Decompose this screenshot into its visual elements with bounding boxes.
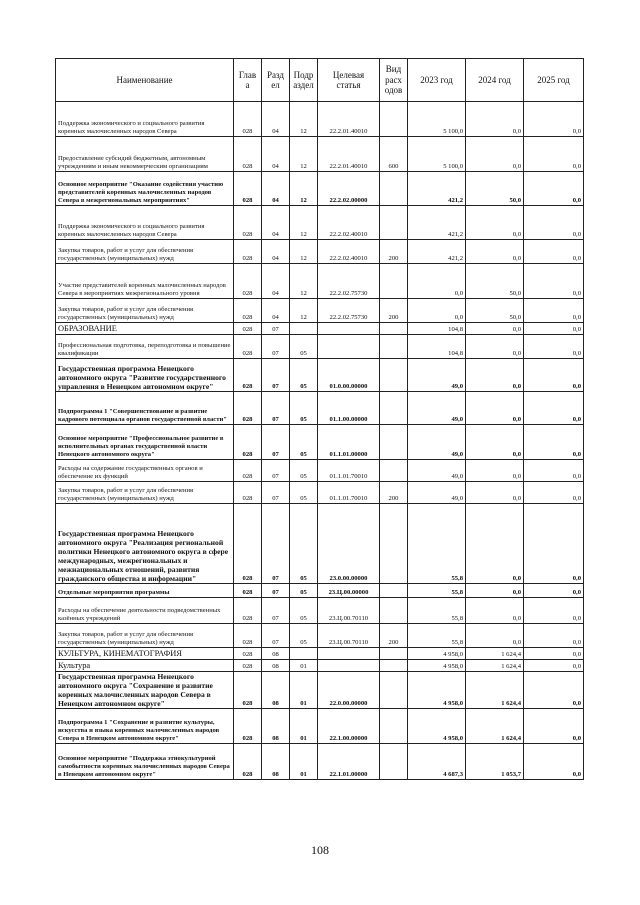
cell-y2024: 1 053,7 bbox=[466, 744, 524, 780]
cell-razdel: 08 bbox=[262, 672, 290, 709]
cell-name: КУЛЬТУРА, КИНЕМАТОГРАФИЯ bbox=[56, 648, 234, 660]
header-2024: 2024 год bbox=[466, 59, 524, 102]
cell-vid: 200 bbox=[380, 482, 408, 504]
cell-glava: 028 bbox=[234, 660, 262, 672]
cell-vid bbox=[380, 584, 408, 598]
table-row bbox=[56, 598, 584, 624]
cell-y2025: 0,0 bbox=[524, 504, 584, 584]
cell-podrazdel: 05 bbox=[290, 335, 318, 359]
table-row bbox=[56, 323, 584, 335]
cell-y2024: 1 624,4 bbox=[466, 709, 524, 744]
cell-y2025: 0,0 bbox=[524, 744, 584, 780]
cell-razdel: 08 bbox=[262, 648, 290, 660]
cell-razdel: 08 bbox=[262, 660, 290, 672]
table-row bbox=[56, 744, 584, 780]
cell-vid bbox=[380, 504, 408, 584]
cell-vid bbox=[380, 102, 408, 137]
cell-vid bbox=[380, 323, 408, 335]
cell-y2025: 0,0 bbox=[524, 137, 584, 172]
cell-y2023: 421,2 bbox=[408, 172, 466, 206]
cell-y2024: 1 624,4 bbox=[466, 672, 524, 709]
table-row bbox=[56, 299, 584, 323]
cell-razdel: 08 bbox=[262, 744, 290, 780]
cell-y2024: 0,0 bbox=[466, 102, 524, 137]
table-row bbox=[56, 335, 584, 359]
table-row bbox=[56, 648, 584, 660]
cell-target: 22.2.02.40010 bbox=[318, 240, 380, 264]
cell-name: Поддержка экономического и социального развития коренных малочисленных народов Севера bbox=[56, 206, 234, 240]
cell-glava: 028 bbox=[234, 598, 262, 624]
cell-y2023: 421,2 bbox=[408, 206, 466, 240]
cell-name: Закупка товаров, работ и услуг для обеспечения государственных (муниципальных) нужд bbox=[56, 624, 234, 648]
cell-razdel: 04 bbox=[262, 264, 290, 299]
cell-podrazdel: 01 bbox=[290, 709, 318, 744]
table-row bbox=[56, 240, 584, 264]
cell-y2024: 0,0 bbox=[466, 359, 524, 392]
table-row bbox=[56, 359, 584, 392]
cell-y2025: 0,0 bbox=[524, 299, 584, 323]
cell-glava: 028 bbox=[234, 584, 262, 598]
cell-y2024: 0,0 bbox=[466, 460, 524, 482]
cell-target: 23.Ц.00.00000 bbox=[318, 584, 380, 598]
cell-podrazdel: 12 bbox=[290, 172, 318, 206]
cell-podrazdel: 05 bbox=[290, 359, 318, 392]
cell-vid bbox=[380, 672, 408, 709]
cell-y2023: 55,8 bbox=[408, 504, 466, 584]
cell-target: 01.1.01.70010 bbox=[318, 460, 380, 482]
cell-vid bbox=[380, 709, 408, 744]
cell-y2023: 104,8 bbox=[408, 335, 466, 359]
header-glava: Глав а bbox=[234, 59, 262, 102]
cell-y2025: 0,0 bbox=[524, 359, 584, 392]
cell-y2023: 4 958,0 bbox=[408, 660, 466, 672]
cell-vid bbox=[380, 425, 408, 460]
table-row bbox=[56, 709, 584, 744]
cell-glava: 028 bbox=[234, 672, 262, 709]
cell-y2024: 0,0 bbox=[466, 584, 524, 598]
cell-podrazdel: 12 bbox=[290, 299, 318, 323]
cell-name: Расходы на обеспечение деятельности подведомственных казённых учреждений bbox=[56, 598, 234, 624]
page-number: 108 bbox=[311, 843, 329, 857]
cell-y2024: 0,0 bbox=[466, 335, 524, 359]
cell-y2025: 0,0 bbox=[524, 172, 584, 206]
cell-razdel: 04 bbox=[262, 240, 290, 264]
cell-y2024: 50,0 bbox=[466, 264, 524, 299]
cell-y2023: 4 958,0 bbox=[408, 672, 466, 709]
cell-y2024: 1 624,4 bbox=[466, 660, 524, 672]
cell-y2025: 0,0 bbox=[524, 460, 584, 482]
cell-y2025: 0,0 bbox=[524, 672, 584, 709]
cell-y2023: 49,0 bbox=[408, 392, 466, 425]
cell-glava: 028 bbox=[234, 102, 262, 137]
cell-target: 22.1.00.00000 bbox=[318, 709, 380, 744]
cell-podrazdel: 01 bbox=[290, 672, 318, 709]
cell-vid: 200 bbox=[380, 624, 408, 648]
cell-name: Закупка товаров, работ и услуг для обеспечения государственных (муниципальных) нужд bbox=[56, 240, 234, 264]
cell-vid bbox=[380, 598, 408, 624]
cell-razdel: 07 bbox=[262, 392, 290, 425]
cell-podrazdel: 05 bbox=[290, 460, 318, 482]
cell-target bbox=[318, 323, 380, 335]
cell-razdel: 08 bbox=[262, 709, 290, 744]
cell-name: Основное мероприятие "Профессиональное развитие в исполнительных органах государственной власти Ненецкого автономного округа" bbox=[56, 425, 234, 460]
cell-podrazdel: 05 bbox=[290, 584, 318, 598]
cell-name: Закупка товаров, работ и услуг для обеспечения государственных (муниципальных) нужд bbox=[56, 299, 234, 323]
cell-podrazdel bbox=[290, 648, 318, 660]
cell-target: 22.2.02.75730 bbox=[318, 299, 380, 323]
cell-y2025: 0,0 bbox=[524, 624, 584, 648]
cell-name: Основное мероприятие "Поддержка этнокультурной самобытности коренных малочисленных народов Севера в Ненецком автономном округе" bbox=[56, 744, 234, 780]
cell-y2023: 55,8 bbox=[408, 624, 466, 648]
cell-y2024: 0,0 bbox=[466, 425, 524, 460]
cell-podrazdel: 01 bbox=[290, 660, 318, 672]
cell-y2023: 55,8 bbox=[408, 584, 466, 598]
cell-y2023: 4 687,3 bbox=[408, 744, 466, 780]
cell-target: 23.0.00.00000 bbox=[318, 504, 380, 584]
cell-y2023: 49,0 bbox=[408, 460, 466, 482]
header-podrazdel: Подр аздел bbox=[290, 59, 318, 102]
cell-vid: 200 bbox=[380, 299, 408, 323]
cell-y2025: 0,0 bbox=[524, 709, 584, 744]
cell-vid bbox=[380, 392, 408, 425]
cell-y2025: 0,0 bbox=[524, 648, 584, 660]
cell-y2025: 0,0 bbox=[524, 335, 584, 359]
table-row bbox=[56, 624, 584, 648]
budget-table bbox=[55, 58, 584, 780]
cell-glava: 028 bbox=[234, 323, 262, 335]
cell-glava: 028 bbox=[234, 137, 262, 172]
cell-y2023: 49,0 bbox=[408, 359, 466, 392]
header-2025: 2025 год bbox=[524, 59, 584, 102]
cell-target: 22.2.01.40010 bbox=[318, 102, 380, 137]
cell-name: Подпрограмма 1 "Совершенствование и развитие кадрового потенциала органов государственной власти" bbox=[56, 392, 234, 425]
cell-name: Государственная программа Ненецкого автономного округа "Развитие государственного управления в Ненецком автономном округе" bbox=[56, 359, 234, 392]
cell-target: 23.Ц.00.70110 bbox=[318, 624, 380, 648]
cell-y2023: 104,8 bbox=[408, 323, 466, 335]
cell-y2023: 421,2 bbox=[408, 240, 466, 264]
cell-target: 22.2.02.40010 bbox=[318, 206, 380, 240]
cell-y2024: 1 624,4 bbox=[466, 648, 524, 660]
cell-razdel: 07 bbox=[262, 323, 290, 335]
cell-name: Основное мероприятие "Оказание содействия участию представителей коренных малочисленных народов Севера в межрегиональных мероприятиях" bbox=[56, 172, 234, 206]
table-row bbox=[56, 504, 584, 584]
cell-target bbox=[318, 335, 380, 359]
cell-podrazdel: 01 bbox=[290, 744, 318, 780]
cell-vid bbox=[380, 648, 408, 660]
cell-glava: 028 bbox=[234, 392, 262, 425]
cell-podrazdel: 05 bbox=[290, 598, 318, 624]
cell-podrazdel: 05 bbox=[290, 482, 318, 504]
cell-target: 22.2.02.00000 bbox=[318, 172, 380, 206]
cell-glava: 028 bbox=[234, 299, 262, 323]
cell-y2024: 50,0 bbox=[466, 172, 524, 206]
cell-target: 01.1.01.70010 bbox=[318, 482, 380, 504]
cell-glava: 028 bbox=[234, 335, 262, 359]
header-vid: Вид расх одов bbox=[380, 59, 408, 102]
cell-vid bbox=[380, 264, 408, 299]
cell-y2025: 0,0 bbox=[524, 660, 584, 672]
cell-razdel: 07 bbox=[262, 335, 290, 359]
cell-razdel: 04 bbox=[262, 102, 290, 137]
cell-name: Отдельные мероприятия программы bbox=[56, 584, 234, 598]
cell-glava: 028 bbox=[234, 206, 262, 240]
cell-name: Закупка товаров, работ и услуг для обеспечения государственных (муниципальных) нужд bbox=[56, 482, 234, 504]
cell-razdel: 07 bbox=[262, 598, 290, 624]
cell-y2023: 55,8 bbox=[408, 598, 466, 624]
cell-razdel: 07 bbox=[262, 482, 290, 504]
cell-y2023: 49,0 bbox=[408, 482, 466, 504]
cell-podrazdel: 12 bbox=[290, 102, 318, 137]
cell-name: Государственная программа Ненецкого автономного округа "Реализация региональной политики Ненецкого автономного округа в сфере международных, межрегиональных и межнациональных отношений, развития гражданского общества и информации" bbox=[56, 504, 234, 584]
table-row bbox=[56, 206, 584, 240]
table-row bbox=[56, 482, 584, 504]
cell-glava: 028 bbox=[234, 504, 262, 584]
cell-y2023: 5 100,0 bbox=[408, 137, 466, 172]
cell-y2025: 0,0 bbox=[524, 425, 584, 460]
cell-y2025: 0,0 bbox=[524, 206, 584, 240]
cell-target bbox=[318, 648, 380, 660]
cell-y2025: 0,0 bbox=[524, 264, 584, 299]
cell-y2023: 4 958,0 bbox=[408, 648, 466, 660]
table-row bbox=[56, 460, 584, 482]
cell-razdel: 04 bbox=[262, 206, 290, 240]
cell-y2023: 0,0 bbox=[408, 299, 466, 323]
cell-vid bbox=[380, 460, 408, 482]
cell-name: Государственная программа Ненецкого автономного округа "Сохранение и развитие коренных малочисленных народов Севера в Ненецком автономном округе" bbox=[56, 672, 234, 709]
cell-vid bbox=[380, 359, 408, 392]
cell-glava: 028 bbox=[234, 460, 262, 482]
cell-glava: 028 bbox=[234, 172, 262, 206]
cell-target: 23.Ц.00.70110 bbox=[318, 598, 380, 624]
cell-y2023: 4 958,0 bbox=[408, 709, 466, 744]
cell-glava: 028 bbox=[234, 240, 262, 264]
cell-glava: 028 bbox=[234, 709, 262, 744]
cell-y2024: 0,0 bbox=[466, 504, 524, 584]
cell-name: Профессиональная подготовка, переподготовка и повышение квалификации bbox=[56, 335, 234, 359]
table-row bbox=[56, 172, 584, 206]
table-row bbox=[56, 584, 584, 598]
cell-podrazdel: 12 bbox=[290, 206, 318, 240]
cell-glava: 028 bbox=[234, 744, 262, 780]
cell-target: 01.1.00.00000 bbox=[318, 392, 380, 425]
cell-name: Поддержка экономического и социального развития коренных малочисленных народов Севера bbox=[56, 102, 234, 137]
cell-y2024: 50,0 bbox=[466, 299, 524, 323]
cell-razdel: 07 bbox=[262, 584, 290, 598]
cell-podrazdel: 05 bbox=[290, 392, 318, 425]
cell-name: ОБРАЗОВАНИЕ bbox=[56, 323, 234, 335]
cell-podrazdel: 05 bbox=[290, 624, 318, 648]
cell-vid bbox=[380, 744, 408, 780]
cell-y2024: 0,0 bbox=[466, 323, 524, 335]
cell-razdel: 07 bbox=[262, 425, 290, 460]
cell-glava: 028 bbox=[234, 482, 262, 504]
cell-podrazdel bbox=[290, 323, 318, 335]
cell-razdel: 04 bbox=[262, 172, 290, 206]
cell-target: 22.0.00.00000 bbox=[318, 672, 380, 709]
cell-name: Расходы на содержание государственных органов и обеспечение их функций bbox=[56, 460, 234, 482]
cell-vid bbox=[380, 660, 408, 672]
cell-vid: 600 bbox=[380, 137, 408, 172]
table-row bbox=[56, 137, 584, 172]
header-razdel: Разд ел bbox=[262, 59, 290, 102]
header-2023: 2023 год bbox=[408, 59, 466, 102]
table-row bbox=[56, 672, 584, 709]
cell-glava: 028 bbox=[234, 624, 262, 648]
cell-name: Культура bbox=[56, 660, 234, 672]
cell-podrazdel: 05 bbox=[290, 504, 318, 584]
cell-y2025: 0,0 bbox=[524, 323, 584, 335]
cell-y2024: 0,0 bbox=[466, 240, 524, 264]
header-target: Целевая статья bbox=[318, 59, 380, 102]
cell-razdel: 04 bbox=[262, 299, 290, 323]
cell-glava: 028 bbox=[234, 648, 262, 660]
cell-razdel: 07 bbox=[262, 504, 290, 584]
cell-y2025: 0,0 bbox=[524, 482, 584, 504]
cell-y2023: 49,0 bbox=[408, 425, 466, 460]
table-row bbox=[56, 425, 584, 460]
cell-y2025: 0,0 bbox=[524, 240, 584, 264]
cell-name: Предоставление субсидий бюджетным, автономным учреждениям и иным некоммерческим организациям bbox=[56, 137, 234, 172]
cell-glava: 028 bbox=[234, 359, 262, 392]
cell-glava: 028 bbox=[234, 264, 262, 299]
cell-target: 22.1.01.00000 bbox=[318, 744, 380, 780]
cell-razdel: 07 bbox=[262, 359, 290, 392]
table-header-row bbox=[56, 59, 584, 102]
cell-name: Участие представителей коренных малочисленных народов Севера в мероприятиях межрегионального уровня bbox=[56, 264, 234, 299]
table-row bbox=[56, 660, 584, 672]
cell-vid bbox=[380, 335, 408, 359]
cell-razdel: 07 bbox=[262, 624, 290, 648]
cell-podrazdel: 05 bbox=[290, 425, 318, 460]
cell-glava: 028 bbox=[234, 425, 262, 460]
table-row bbox=[56, 264, 584, 299]
table-row bbox=[56, 102, 584, 137]
cell-vid bbox=[380, 172, 408, 206]
cell-y2023: 5 100,0 bbox=[408, 102, 466, 137]
header-name: Наименование bbox=[56, 59, 234, 102]
cell-y2024: 0,0 bbox=[466, 624, 524, 648]
cell-y2024: 0,0 bbox=[466, 598, 524, 624]
cell-vid: 200 bbox=[380, 240, 408, 264]
cell-target: 01.0.00.00000 bbox=[318, 359, 380, 392]
cell-y2025: 0,0 bbox=[524, 102, 584, 137]
cell-vid bbox=[380, 206, 408, 240]
cell-podrazdel: 12 bbox=[290, 137, 318, 172]
cell-name: Подпрограмма 1 "Сохранение и развитие культуры, искусства и языка коренных малочисленных народов Севера в Ненецком автономном округе" bbox=[56, 709, 234, 744]
cell-podrazdel: 12 bbox=[290, 240, 318, 264]
cell-y2025: 0,0 bbox=[524, 392, 584, 425]
cell-y2024: 0,0 bbox=[466, 482, 524, 504]
cell-y2024: 0,0 bbox=[466, 137, 524, 172]
cell-podrazdel: 12 bbox=[290, 264, 318, 299]
cell-target: 22.2.01.40010 bbox=[318, 137, 380, 172]
cell-target: 01.1.01.00000 bbox=[318, 425, 380, 460]
table-row bbox=[56, 392, 584, 425]
cell-y2023: 0,0 bbox=[408, 264, 466, 299]
cell-y2025: 0,0 bbox=[524, 598, 584, 624]
cell-razdel: 07 bbox=[262, 460, 290, 482]
cell-razdel: 04 bbox=[262, 137, 290, 172]
cell-y2024: 0,0 bbox=[466, 206, 524, 240]
cell-y2024: 0,0 bbox=[466, 392, 524, 425]
cell-target: 22.2.02.75730 bbox=[318, 264, 380, 299]
cell-target bbox=[318, 660, 380, 672]
cell-y2025: 0,0 bbox=[524, 584, 584, 598]
